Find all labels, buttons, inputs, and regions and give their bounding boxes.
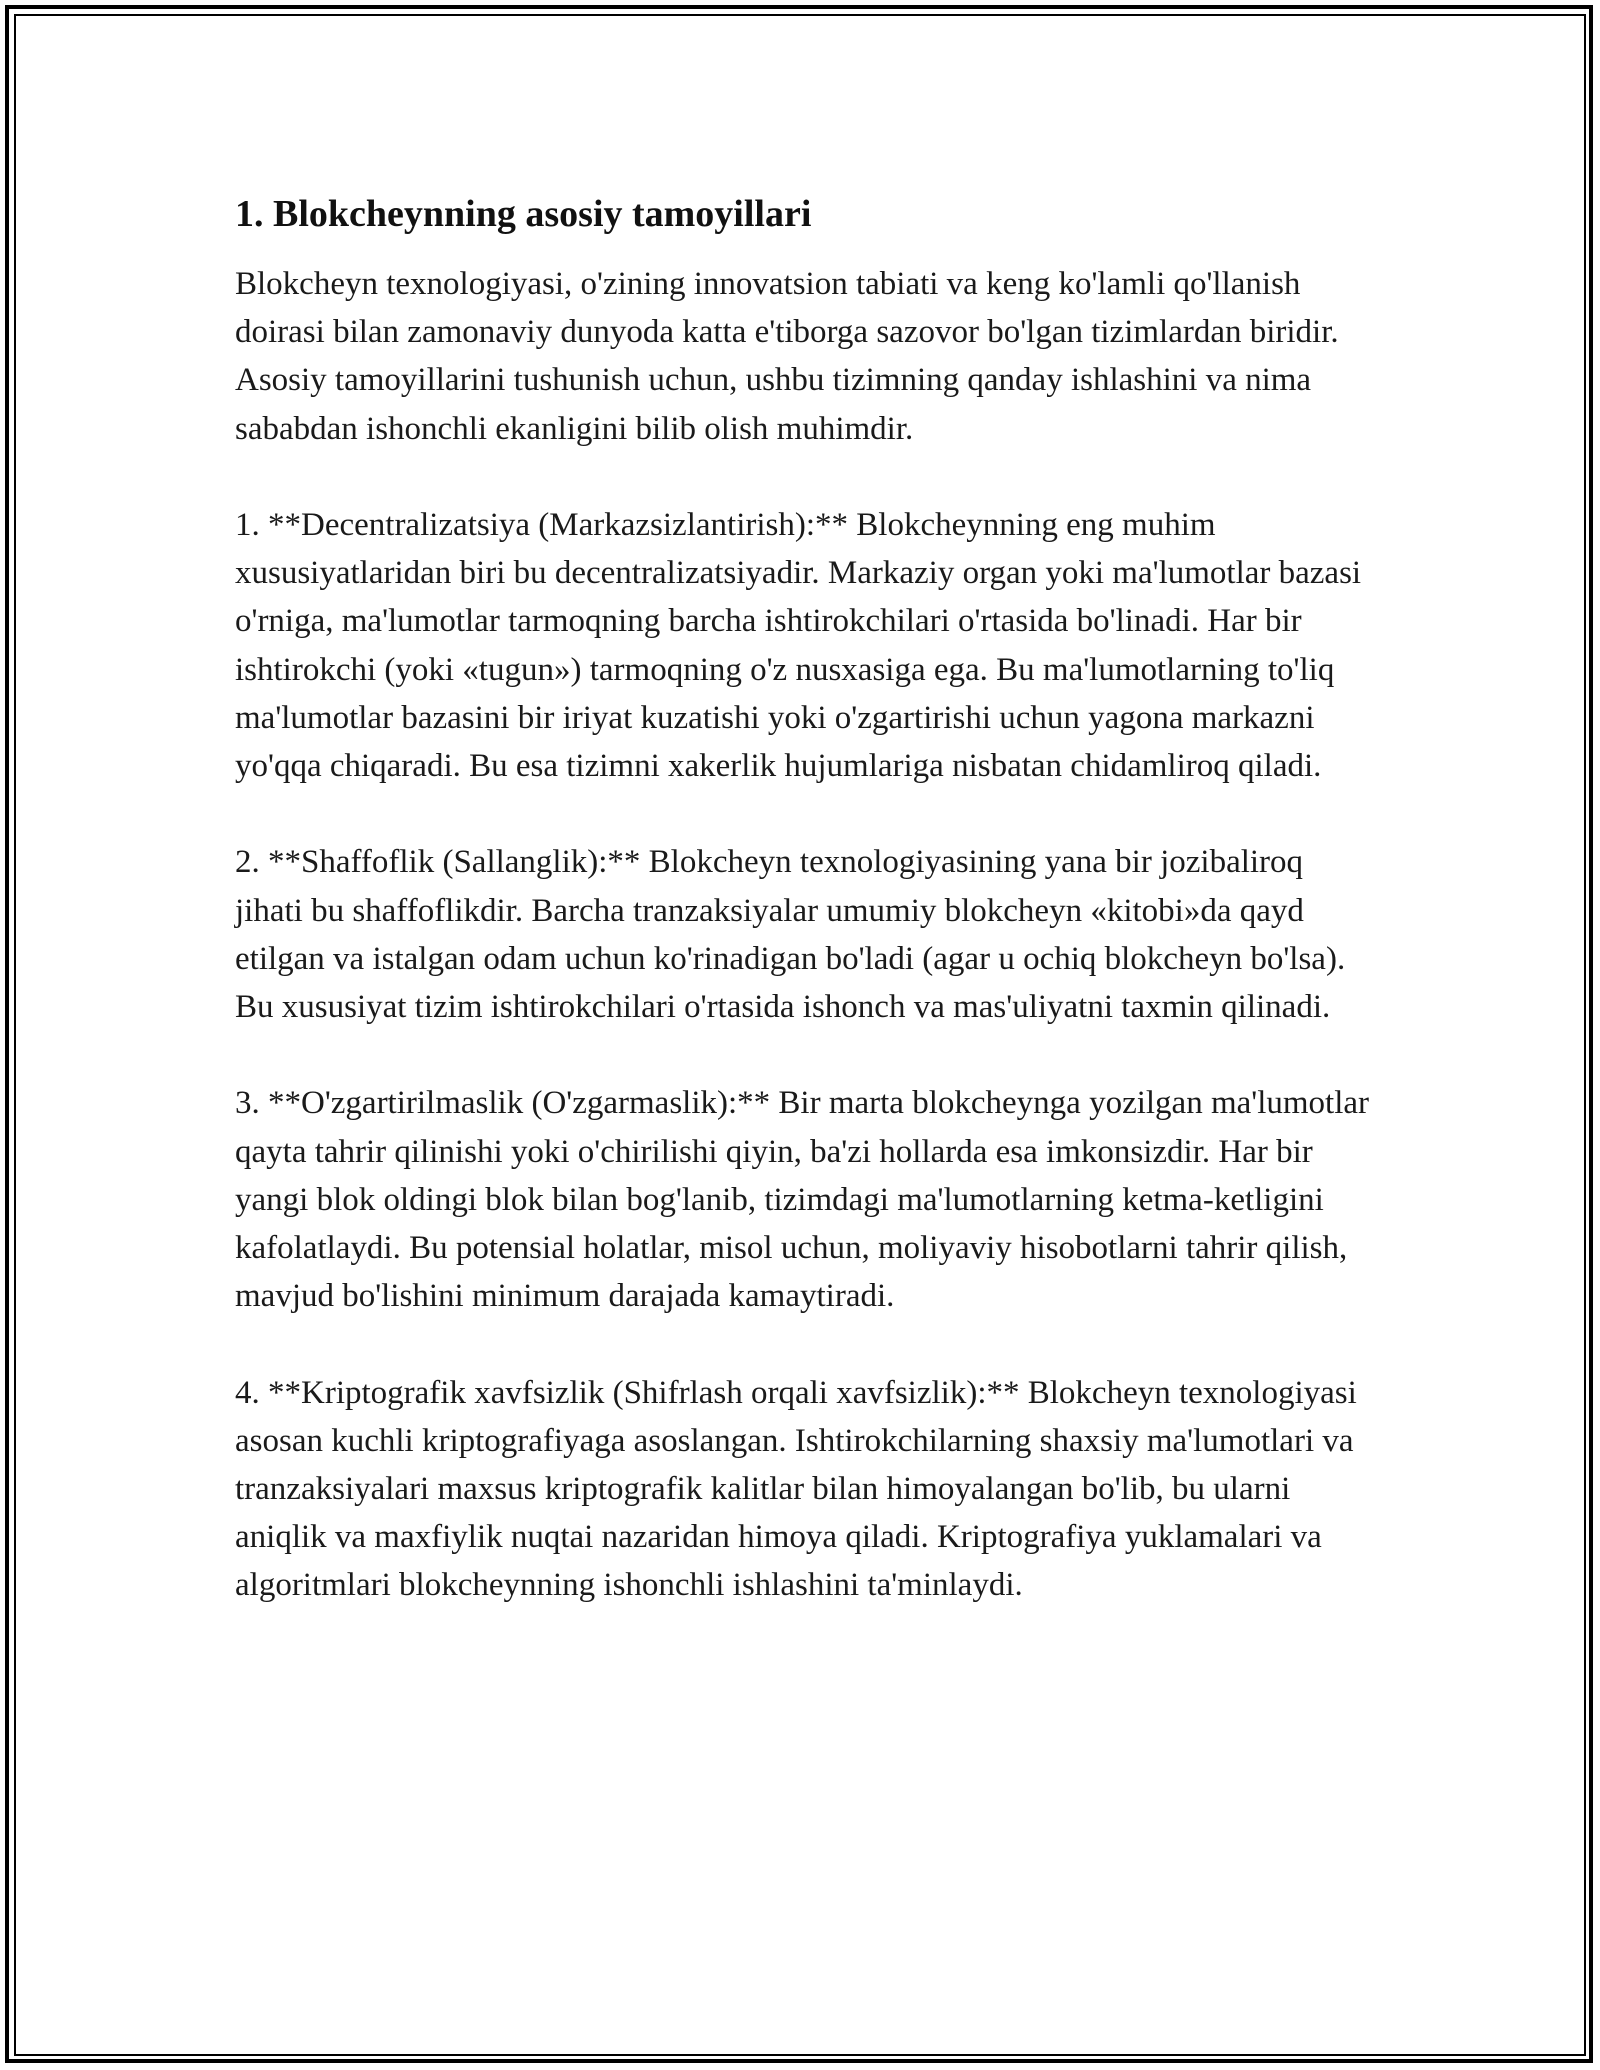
principle-immutability-paragraph: 3. **O'zgartirilmaslik (O'zgarmaslik):** Bir marta blokcheynga yozilgan ma'lumotlar qayta tahrir qilinishi yoki o'chirilishi qiyin, ba'zi hollarda esa imkonsizdir. Har bir yangi blok oldingi blok bilan bog'lanib, tizimdagi ma'lumotlarning ketma-ketligini kafolatlaydi. Bu potensial holatlar, misol uchun, moliyaviy hisobotlarni tahrir qilish, mavjud bo'lishini minimum darajada kamaytiradi. [235,1085,1370,1315]
principle-cryptographic-security-paragraph: 4. **Kriptografik xavfsizlik (Shifrlash orqali xavfsizlik):** Blokcheyn texnologiyasi asosan kuchli kriptografiyaga asoslangan. Ishtirokchilarning shaxsiy ma'lumotlari va tranzaksiyalari maxsus kriptografik kalitlar bilan himoyalangan bo'lib, bu ularni aniqlik va maxfiylik nuqtai nazaridan himoya qiladi. Kriptografiya yuklamalari va algoritmlari blokcheynning ishonchli ishlashini ta'minlaydi. [235,1374,1357,1604]
intro-paragraph: Blokcheyn texnologiyasi, o'zining innovatsion tabiati va keng ko'lamli qo'llanish doirasi bilan zamonaviy dunyoda katta e'tiborga sazovor bo'lgan tizimlardan biridir. Asosiy tamoyillarini tushunish uchun, ushbu tizimning qanday ishlashini va nima sababdan ishonchli ekanligini bilib olish muhimdir. [235,266,1339,447]
document-body [235,190,1375,1658]
principle-decentralization-paragraph: 1. **Decentralizatsiya (Markazsizlantirish):** Blokcheynning eng muhim xususiyatlaridan biri bu decentralizatsiyadir. Markaziy organ yoki ma'lumotlar bazasi o'rniga, ma'lumotlar tarmoqning barcha ishtirokchilari o'rtasida bo'linadi. Har bir ishtirokchi (yoki «tugun») tarmoqning o'z nusxasiga ega. Bu ma'lumotlarning to'liq ma'lumotlar bazasini bir iriyat kuzatishi yoki o'zgartirishi uchun yagona markazni yo'qqa chiqaradi. Bu esa tizimni xakerlik hujumlariga nisbatan chidamliroq qiladi. [235,507,1362,785]
principle-transparency-paragraph: 2. **Shaffoflik (Sallanglik):** Blokcheyn texnologiyasining yana bir jozibaliroq jihati bu shaffoflikdir. Barcha tranzaksiyalar umumiy blokcheyn «kitobi»da qayd etilgan va istalgan odam uchun ko'rinadigan bo'ladi (agar u ochiq blokcheyn bo'lsa). Bu xususiyat tizim ishtirokchilari o'rtasida ishonch va mas'uliyatni taxmin qilinadi. [235,844,1346,1026]
section-heading: 1. Blokcheynning asosiy tamoyillari [235,193,812,235]
